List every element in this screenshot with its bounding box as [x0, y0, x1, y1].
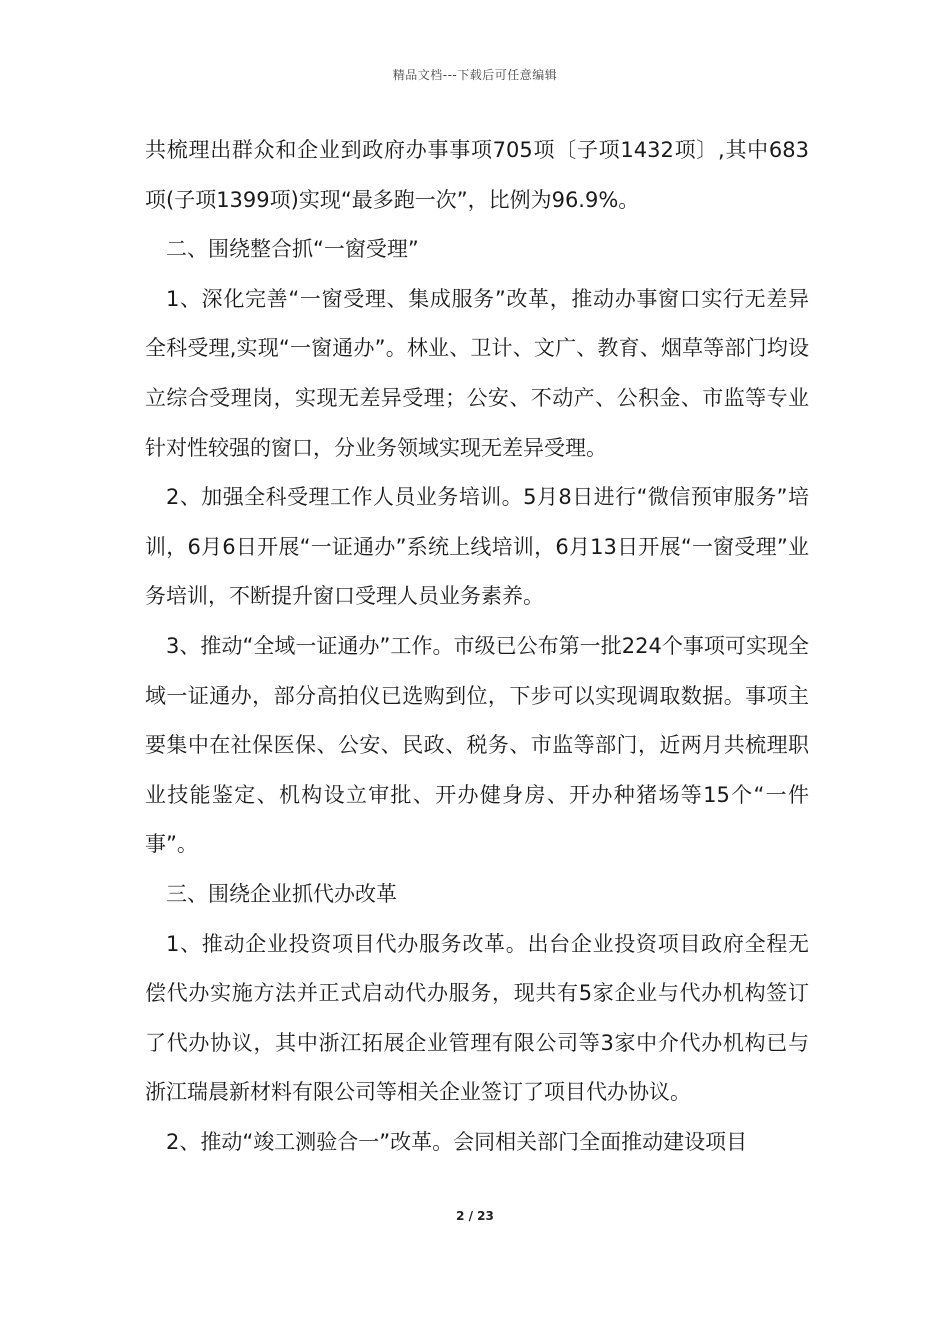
paragraph: 3、推动“全域一证通办”工作。市级已公布第一批224个事项可实现全域一证通办，部分高拍仪已选购到位，下步可以实现调取数据。事项主要集中在社保医保、公安、民政、税务、市监等部门，近两月共梳理职业技能鉴定、机构设立审批、开办健身房、开办种猪场等15个“一件事”。 — [145, 633, 809, 857]
document-body — [145, 126, 809, 1167]
section-heading: 三、围绕企业抓代办改革 — [166, 881, 397, 906]
paragraph: 共梳理出群众和企业到政府办事事项705项〔子项1432项〕,其中683项(子项1399项)实现“最多跑一次”，比例为96.9%。 — [145, 138, 809, 212]
paragraph: 1、推动企业投资项目代办服务改革。出台企业投资项目政府全程无偿代办实施方法并正式启动代办服务，现共有5家企业与代办机构签订了代办协议，其中浙江拓展企业管理有限公司等3家中介代办机构已与浙江瑞晨新材料有限公司等相关企业签订了项目代办协议。 — [145, 931, 809, 1105]
page-number: 2 / 23 — [456, 1209, 494, 1223]
paragraph: 2、推动“竣工测验合一”改革。会同相关部门全面推动建设项目 — [166, 1129, 748, 1154]
page-header: 精品文档---下载后可任意编辑 — [392, 68, 558, 82]
paragraph: 2、加强全科受理工作人员业务培训。5月8日进行“微信预审服务”培训，6月6日开展“一证通办”系统上线培训，6月13日开展“一窗受理”业务培训，不断提升窗口受理人员业务素养。 — [145, 485, 809, 609]
paragraph: 1、深化完善“一窗受理、集成服务”改革，推动办事窗口实行无差异全科受理,实现“一窗通办”。林业、卫计、文广、教育、烟草等部门均设立综合受理岗，实现无差异受理；公安、不动产、公积金、市监等专业针对性较强的窗口，分业务领域实现无差异受理。 — [145, 286, 809, 460]
section-heading: 二、围绕整合抓“一窗受理” — [166, 237, 419, 262]
